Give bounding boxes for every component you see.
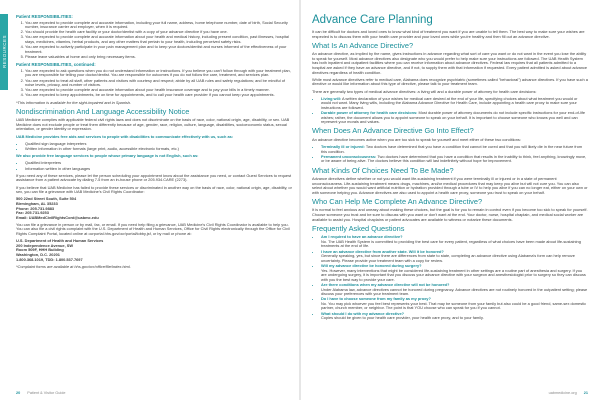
nondiscrimination-heading: Nondiscrimination And Language Accessibility Notice (16, 106, 190, 116)
list-item: 4. You are expected to keep appointments, be on time for appointments, and to call your health care provider if you cannot keep your appointments. (25, 93, 292, 98)
page-number: 21 (583, 391, 588, 395)
list-item: 3. You are expected to provide complete and accurate information about your health and medical history, including present condition, past illnesses, hospital stays, medicines, vitamins, herbal products, and any other matters that pertain to your health, including perceived safety risks. (25, 35, 292, 44)
responsibilities-note: *This information is available for the sight-impaired and in Spanish. (16, 99, 132, 105)
responsibilities-continued-heading: Patient RESPONSIBILITIES, continued: (16, 62, 96, 68)
address-line: Phone: 205.731.9883 (16, 205, 55, 211)
intro-paragraph: It can be difficult for doctors and loved ones to know what kind of treatment you want if you are unable to tell them. The best way to make sure your wishes are respected is to discuss them with your health care provider and your loved ones while you're healthy and then fill out an advance directive. (312, 29, 585, 39)
list-item: • Qualified sign language interpreters (25, 142, 292, 147)
right-footer (549, 391, 588, 395)
address-email[interactable]: Email: UABMedCivilRightsCord@uabmc.edu (16, 214, 99, 220)
footer-url[interactable]: uabmedicine.org (548, 391, 577, 395)
responsibilities-list (16, 21, 292, 60)
directive-types-list (312, 97, 588, 125)
section-paragraph: An advance directive, as implied by the name, gives instructions in advance regarding what sort of care you want or do not want in the event you lose the ability to speak for yourself. Most advance directives also designate who you would prefer to help make sure your instructions are followed. The UAB Health System has both inpatient and outpatient facilities where you can receive information about advance directives. Federal law requires that all patients admitted to a hospital are asked if they have an advance directive, and if not, to supply them with that information if requested. Every patient admitted is asked about advance directives regardless of health condition. (312, 51, 588, 75)
section-paragraph: An advance directive becomes active when you are too sick to speak for yourself and meet either of these two conditions: (312, 136, 521, 142)
section-paragraph: It is normal to feel anxious and uneasy about making these choices, but the goal is for you to remain in control even if you become too sick to speak for yourself. Choose someone you trust and be sure to discuss with you want or don't want at the end. Your doctor, nurse, hospital chaplain, and medical social worker are available to assist you. Hospital chaplains or patient advocates are available to witness or notarize these documents. (312, 207, 588, 222)
section-paragraph: There are generally two types of medical advance directives: a living will and a durable power of attorney for health care decisions: (312, 88, 537, 94)
page-gutter (299, 0, 301, 400)
hhs-address (16, 239, 292, 262)
address-line: U.S. Department of Health and Human Services (16, 238, 104, 244)
faq-item: • Am I required to have an advance directive? No. The UAB Health System is committed to providing the best care for every patient, regardless of what choices have been made about life-sustaining treatments at the end of life. (321, 235, 588, 249)
address-line: Fax: 205.731.9253 (16, 210, 49, 216)
list-item: • Durable power of attorney for health care decisions: Most durable power of attorney documents do not include specific instructions for your end-of-life wishes; rather, the document allows you to appoint someone to speak on your behalf. It is important to choose someone who knows you well and can represent your morals and values. (321, 111, 588, 125)
faq-item: • I have an advance directive from another state. Will it be honored? Generally speaking, yes, but since there are differences from state to state, completing an advance directive using Alabama's form can help remove uncertainty. Please provide your treatment team with a copy for review. (321, 250, 588, 264)
section-paragraph: Advance directives define whether or not you would want life-sustaining treatment if you were terminally ill or injured or in a state of permanent unconsciousness. Life-sustaining treatment means drugs, machines, and/or medical procedures that may keep you alive but will not cure you. You can also select about whether you would want artificial nutrition or hydration provided through a tube or IV to help you alive if you can no longer eat, either on your own or with someone helping you. Advance directives are also used to appoint a health care proxy, someone you trust to speak on your behalf. (312, 176, 588, 195)
address-line: 1.800.368.1019, TDD: 1.800.537.7697 (16, 256, 83, 262)
section-heading: When Does An Advance Directive Go Into Effect? (312, 126, 474, 136)
address-line: Room 509F, HHH Building (16, 247, 64, 253)
left-footer (16, 391, 65, 395)
list-item: • Written information in other formats (large print, audio, accessible electronic formats, etc.) (25, 147, 292, 152)
page-number: 20 (16, 391, 21, 395)
left-page (16, 14, 292, 382)
list-item: • Permanent unconsciousness: Two doctors have determined that you have a condition that results in the inability to think, feel anything, knowingly move, or be aware of being alive. The doctors believe this condition will last indefinitely without hope for improvement. (321, 155, 588, 164)
list-item: 2. You should provide the health care facility or your doctor/dentist with a copy of your advance directive if you have one. (25, 30, 292, 35)
section-heading: What Is An Advance Directive? (312, 40, 414, 50)
faq-list (312, 235, 588, 321)
nondiscrimination-paragraph: UAB Medicine complies with applicable federal civil rights laws and does not discriminate on the basis of race, color, national origin, age, disability, or sex. UAB Medicine does not exclude people or treat them differently because of age, gender, race, religion, culture, language, disabilities, socioeconomic status, sexual orientation, or gender identity or expression. (16, 117, 290, 132)
section-heading: Who Can Help Me Complete An Advance Directive? (312, 197, 483, 206)
grievance-filing-paragraph: You can file a grievance in person or by mail, fax, or email. If you need help filing a grievance, UAB Medicine's Civil Rights Coordinator is available to help you. You can also file a civil rights complaint with the U.S. Department of Health and Human Services, Office for Civil Rights electronically through the Office for Civil Rights Complaint Portal, located online at ocrportal.hhs.gov/ocr/portal/lobby.jsf, or by mail or phone at: (16, 221, 290, 237)
responsibilities-continued-list (16, 69, 292, 98)
resources-side-tab (0, 14, 8, 90)
address-line: Washington, D.C. 20201 (16, 252, 60, 258)
services-contact-paragraph: If you need any of these services, please let the person scheduling your appointment know about the assistance you need, or contact Guest Services to request assistance from a patient advocate by dialing 7-5 from an in-house phone or 205.934.CARE (2273). (16, 172, 292, 183)
coordinator-address (16, 197, 292, 220)
faq-item: • Are there conditions when my advance directive will not be honored? Under Alabama law, advance directives cannot be honored during pregnancy. Advance directives are not routinely honored in the outpatient setting; please discuss your preferences with your treatment team. (321, 283, 588, 297)
right-page (312, 14, 588, 382)
list-item: 3. You are expected to provide complete and accurate information about your health insurance coverage and to pay your bills in a timely manner. (25, 88, 292, 93)
list-item: • Information written in other languages (25, 167, 292, 172)
faq-item: • Will my advance directive be honored during surgery? Yes. However, many interventions that might be considered life-sustaining treatment in other settings are a routine part of anesthesia and surgery. If you are undergoing surgery, it is important that you discuss your advance directive with your surgeon and anesthesiologist prior to surgery so they can discuss with you the best way to provide your care. (321, 264, 588, 282)
faq-item: • What should I do with my advance directive? Copies should be given to your health care provider, your health care proxy, and to your family. (321, 312, 588, 321)
list-item: 1. You are expected to provide complete and accurate information, including your full name, address, home telephone number, date of birth, Social Security number, insurance carrier and employer, when it is required. (25, 21, 292, 30)
footer-label: Patient & Visitor Guide (27, 391, 66, 395)
aids-heading: UAB Medicine provides free aids and services to people with disabilities to communicate effectively with us, such as: (16, 133, 234, 139)
address-line: Birmingham, AL 35233 (16, 200, 58, 206)
list-item: • Living will: A written declaration of your wishes for medical care desired at the end of your life, specifying choices about what treatment you would or would not want. Many living wills, including the Alabama Advance Directive for Health Care, include appointing a health care proxy to make sure your instructions are followed. (321, 97, 588, 111)
aids-list (16, 142, 292, 152)
language-services-heading: We also provide free language services to people whose primary language is not English, such as: (16, 153, 199, 159)
section-paragraph: While most advance directives refer to medical care, Alabama does recognize psychiatric (sometimes called "behavioral") advance directives. If you have such a directive or would like information about this type of directive, please talk to your treatment team. (312, 76, 588, 87)
responsibilities-heading: Patient RESPONSIBILITIES: (16, 14, 73, 19)
faq-item: • Do I have to choose someone from my family as my proxy? No. You may pick whoever you feel best represents your best. That may be someone from your family but also could be a good friend, same-sex domestic partner, church member, or neighbor. The point is that YOU choose who can speak for you if you cannot. (321, 297, 588, 311)
address-line: 200 Independence Avenue, SW (16, 242, 74, 248)
list-item: 1. You are expected to ask questions when you do not understand information or instructions. If you believe you can't follow through with your treatment plan, you are responsible for telling your doctor/dentist. You are responsible for outcomes if you do not follow the care, treatment, and services plan. (25, 69, 292, 78)
faq-heading: Frequently Asked Questions (312, 223, 405, 233)
list-item: • Qualified interpreters (25, 161, 292, 166)
page-title: Advance Care Planning (312, 14, 433, 26)
address-line: 500 22nd Street South, Suite 504 (16, 196, 77, 202)
side-tab-label: RESOURCES (1, 35, 7, 69)
section-heading: What Kinds Of Choices Need To Be Made? (312, 165, 454, 175)
list-item: 5. Please leave valuables at home and only bring necessary items. (25, 55, 292, 60)
conditions-list (312, 145, 588, 164)
grievance-paragraph: If you believe that UAB Medicine has failed to provide these services or discriminated in another way on the basis of race, color, national origin, age, disability, or sex, you can file a grievance with UAB Medicine's Civil Rights Coordinator: (16, 184, 292, 195)
list-item: 4. You are expected to actively participate in your pain management plan and to keep your doctors/dentist and nurses informed of the effectiveness of your treatment. (25, 45, 292, 54)
language-services-list (16, 161, 292, 171)
list-item: • Terminally ill or injured: Two doctors have determined that you have a condition that cannot be cured and that you will likely die in the near future from this condition. (321, 145, 588, 154)
complaint-forms-note: *Complaint forms are available at hhs.gov/ocr/office/file/index.html. (16, 263, 131, 269)
list-item: 2. You are expected to treat all staff, other patients and visitors with courtesy and respect; abide by all UAB rules and safety regulations; and be mindful of noise levels, privacy, and number of visitors. (25, 79, 292, 88)
